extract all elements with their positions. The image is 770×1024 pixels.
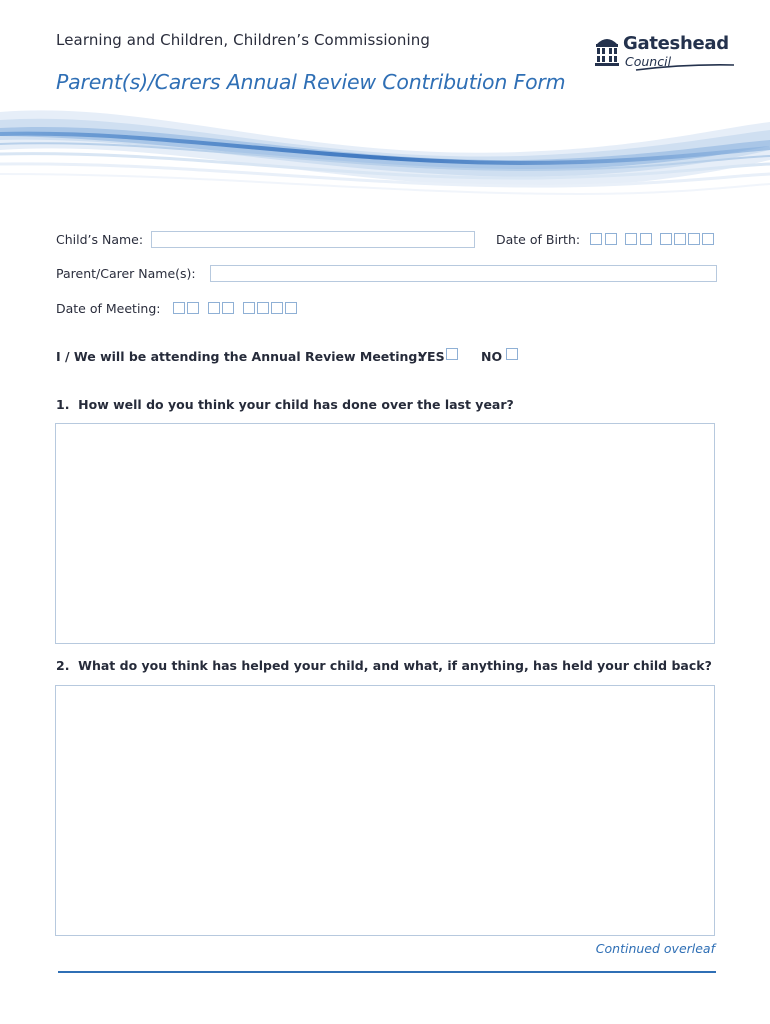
parent-name-label: Parent/Carer Name(s):	[56, 266, 196, 281]
no-label: NO	[481, 349, 503, 364]
council-logo	[594, 32, 739, 76]
question-1	[56, 397, 514, 412]
question-1-text: How well do you think your child has done over the last year?	[78, 397, 514, 412]
dob-month-digit-1[interactable]	[625, 233, 637, 245]
attendance-question: I / We will be attending the Annual Review Meeting:	[56, 349, 423, 364]
dob-year-digit-2[interactable]	[674, 233, 686, 245]
building-icon	[594, 34, 620, 68]
dob-year-digit-1[interactable]	[660, 233, 672, 245]
parent-name-field[interactable]	[210, 265, 717, 282]
dob-label: Date of Birth:	[496, 232, 581, 247]
question-2-text: What do you think has helped your child, and what, if anything, has held your child back?	[78, 658, 712, 673]
footer-rule	[58, 971, 716, 973]
yes-label: YES	[418, 349, 445, 364]
logo-word-council: Council	[625, 54, 672, 69]
meeting-month-digit-2[interactable]	[222, 302, 234, 314]
question-2	[56, 658, 712, 673]
meeting-year-digit-2[interactable]	[257, 302, 269, 314]
meeting-day-digit-2[interactable]	[187, 302, 199, 314]
dob-month-digit-2[interactable]	[640, 233, 652, 245]
meeting-year-digit-1[interactable]	[243, 302, 255, 314]
meeting-year-digit-4[interactable]	[285, 302, 297, 314]
dob-year-digit-3[interactable]	[688, 233, 700, 245]
meeting-date-label: Date of Meeting:	[56, 301, 161, 316]
dob-year-digit-4[interactable]	[702, 233, 714, 245]
continued-overleaf: Continued overleaf	[595, 941, 715, 956]
question-2-answer-box[interactable]	[55, 685, 715, 936]
child-name-label: Child’s Name:	[56, 232, 144, 247]
decorative-wave-banner	[0, 100, 770, 200]
meeting-year-digit-3[interactable]	[271, 302, 283, 314]
form-title: Parent(s)/Carers Annual Review Contribution Form	[56, 70, 566, 94]
logo-word-gateshead: Gateshead	[623, 33, 729, 54]
no-checkbox[interactable]	[506, 348, 518, 360]
department-heading: Learning and Children, Children’s Commissioning	[56, 31, 431, 49]
question-1-number: 1.	[56, 397, 70, 412]
meeting-day-digit-1[interactable]	[173, 302, 185, 314]
logo-swoosh	[634, 62, 736, 72]
meeting-month-digit-1[interactable]	[208, 302, 220, 314]
question-2-number: 2.	[56, 658, 70, 673]
dob-day-digit-2[interactable]	[605, 233, 617, 245]
question-1-answer-box[interactable]	[55, 423, 715, 644]
dob-day-digit-1[interactable]	[590, 233, 602, 245]
child-name-field[interactable]	[151, 231, 475, 248]
yes-checkbox[interactable]	[446, 348, 458, 360]
